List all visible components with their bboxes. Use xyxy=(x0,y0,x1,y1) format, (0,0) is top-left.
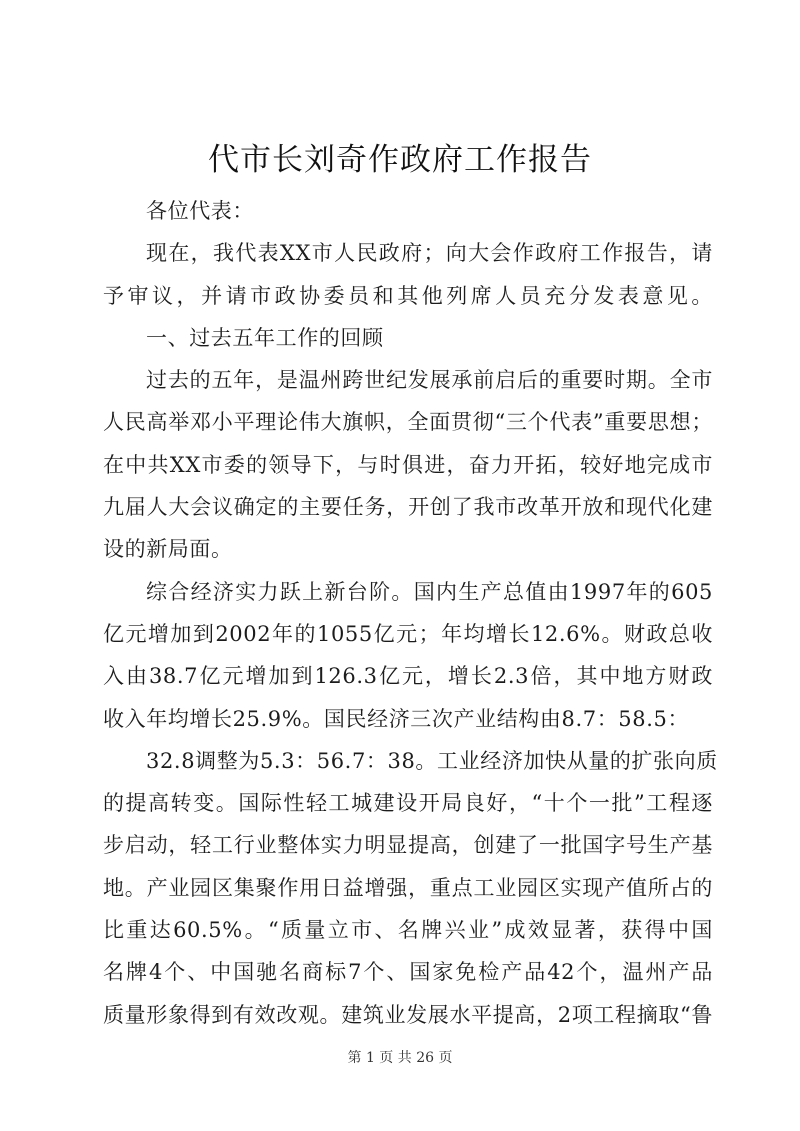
body-line: 比重达60.5%。“质量立市、名牌兴业”成效显著，获得中国 xyxy=(103,918,713,943)
body-line: 名牌4个、中国驰名商标7个、国家免检产品42个，温州产品 xyxy=(103,960,713,985)
body-line: 32.8调整为5.3：56.7：38。工业经济加快从量的扩张向质 xyxy=(146,748,718,773)
body-line: 在中共XX市委的领导下，与时俱进，奋力开拓，较好地完成市 xyxy=(103,452,713,477)
body-line: 质量形象得到有效改观。建筑业发展水平提高，2项工程摘取“鲁 xyxy=(103,1002,713,1027)
body-line: 地。产业园区集聚作用日益增强，重点工业园区实现产值所占的 xyxy=(103,875,713,900)
body-line: 九届人大会议确定的主要任务，开创了我市改革开放和现代化建 xyxy=(103,495,713,520)
body-line: 的提高转变。国际性轻工城建设开局良好，“十个一批”工程逐 xyxy=(103,791,713,816)
body-line: 现在，我代表XX市人民政府；向大会作政府工作报告，请 xyxy=(146,241,713,266)
document-body xyxy=(103,190,718,1036)
body-line: 步启动，轻工行业整体实力明显提高，创建了一批国字号生产基 xyxy=(103,833,713,858)
body-line: 亿元增加到2002年的1055亿元；年均增长12.6%。财政总收 xyxy=(103,621,713,646)
body-line: 人民高举邓小平理论伟大旗帜，全面贯彻“三个代表”重要思想； xyxy=(103,410,713,435)
body-line: 予审议，并请市政协委员和其他列席人员充分发表意见。 xyxy=(103,283,713,308)
body-line: 收入年均增长25.9%。国民经济三次产业结构由8.7：58.5： xyxy=(103,706,690,731)
page-footer: 第 1 页 共 26 页 xyxy=(347,1050,453,1066)
body-line: 各位代表： xyxy=(146,199,254,223)
body-line: 综合经济实力跃上新台阶。国内生产总值由1997年的605 xyxy=(146,579,713,604)
body-line: 过去的五年，是温州跨世纪发展承前启后的重要时期。全市 xyxy=(146,368,713,393)
document-title: 代市长刘奇作政府工作报告 xyxy=(208,142,592,178)
section-heading: 一、过去五年工作的回顾 xyxy=(146,325,384,350)
body-line: 设的新局面。 xyxy=(103,537,233,562)
body-line: 入由38.7亿元增加到126.3亿元，增长2.3倍，其中地方财政 xyxy=(103,664,713,689)
